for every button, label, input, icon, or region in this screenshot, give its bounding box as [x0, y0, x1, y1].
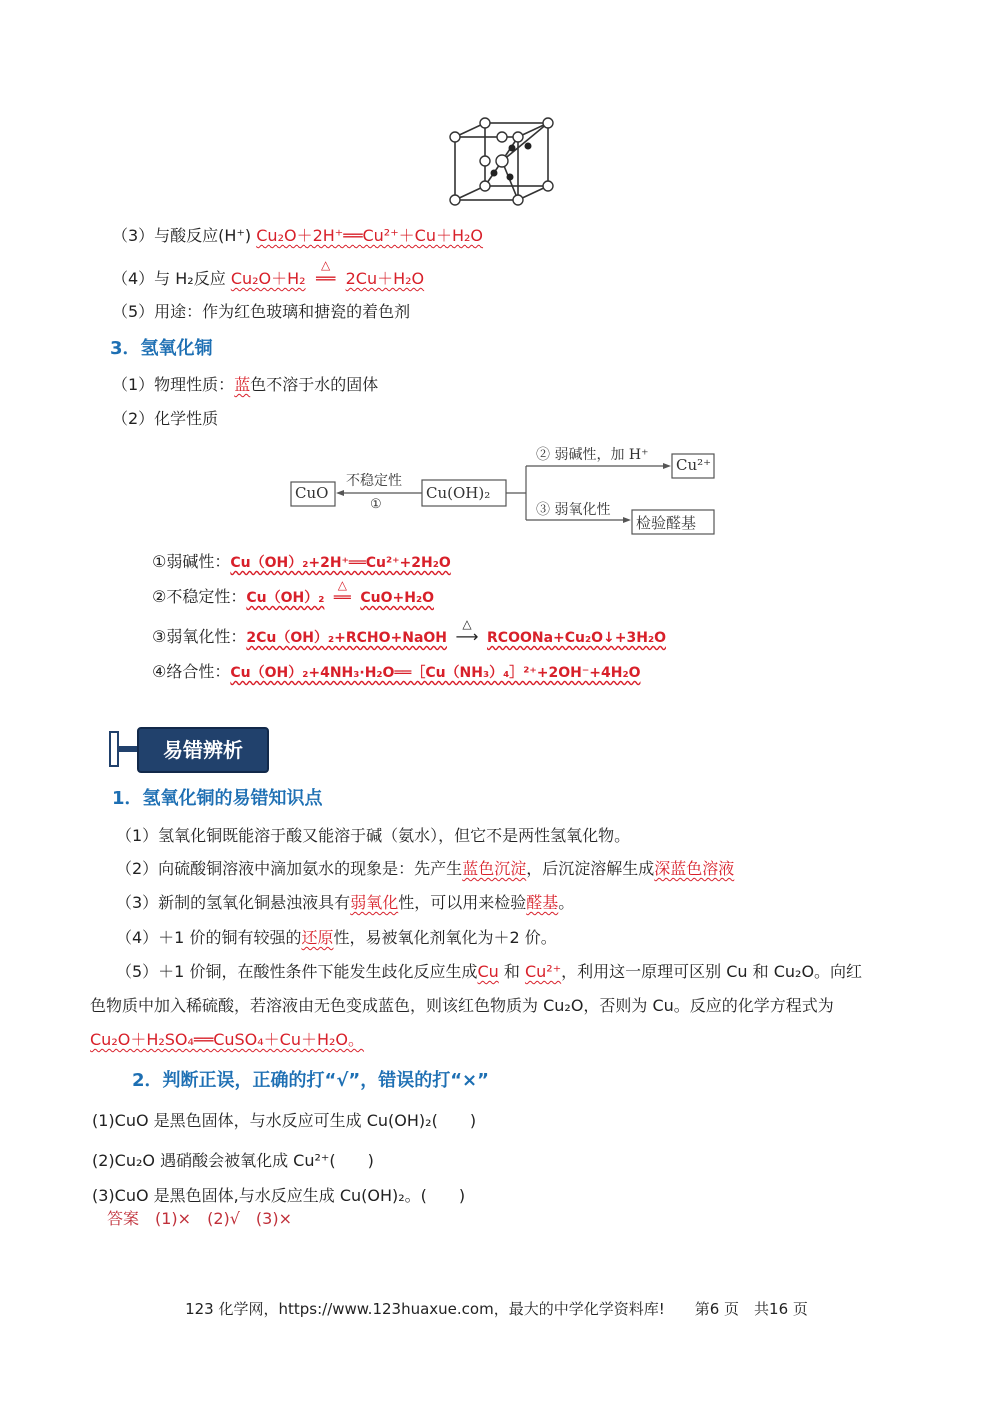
chemical-property-label: （2）化学性质 — [112, 409, 219, 428]
physical-property — [112, 374, 378, 396]
highlight: 蓝色沉淀 — [462, 859, 527, 878]
section-heading-cuoh2: 3．氢氧化铜 — [110, 338, 213, 359]
error-p3 — [116, 892, 574, 914]
equation: Cu₂O＋2H⁺══Cu²⁺＋Cu＋H₂O — [256, 226, 484, 245]
prop-label: ①弱碱性： — [152, 552, 231, 571]
text: ，利用这一原理可区别 Cu 和 Cu₂O。向红 — [561, 962, 863, 981]
cu2o-item-4 — [112, 258, 425, 290]
prop-label: ③弱氧化性： — [152, 627, 247, 646]
diagram-center: Cu(OH)₂ — [426, 484, 491, 502]
diagram-unstable-label: 不稳定性 — [346, 473, 402, 489]
highlight: 深蓝色溶液 — [654, 859, 735, 878]
heat-arrow: △ ══ — [306, 268, 346, 290]
text: 。 — [558, 893, 575, 912]
item-label: （3）与酸反应(H⁺) — [112, 226, 252, 245]
text: （2）向硫酸铜溶液中滴加氨水的现象是：先产生 — [116, 859, 463, 878]
highlight: 蓝 — [234, 375, 251, 394]
highlight: 还原 — [301, 928, 334, 947]
error-p5-equation — [90, 1029, 364, 1051]
heat-symbol: △ — [462, 617, 472, 631]
prop-equation-right: RCOONa+Cu₂O↓+3H₂O — [487, 630, 666, 646]
judge-q2: (2)Cu₂O 遇硝酸会被氧化成 Cu²⁺( ) — [92, 1151, 374, 1170]
page-footer: 123 化学网，https://www.123huaxue.com，最大的中学化学资料库! 第6 页 共16 页 — [185, 1300, 808, 1318]
heat-arrow: △ ⟶ — [447, 626, 487, 648]
section-heading-judge: 2．判断正误，正确的打“√”，错误的打“×” — [132, 1070, 489, 1091]
text: 性，易被氧化剂氧化为＋2 价。 — [333, 928, 557, 947]
equation-left: Cu₂O＋H₂ — [230, 269, 306, 288]
heat-symbol: △ — [320, 258, 331, 272]
text: ，后沉淀溶解生成 — [526, 859, 655, 878]
error-p4 — [116, 927, 557, 949]
prop-3 — [152, 617, 666, 649]
diagram-upper-target: Cu²⁺ — [676, 456, 712, 474]
highlight: 醛基 — [526, 893, 559, 912]
cu2o-item-3 — [112, 225, 483, 247]
error-p2 — [116, 858, 734, 880]
prop-4 — [152, 661, 640, 684]
equation-right: 2Cu＋H₂O — [345, 269, 425, 288]
banner-bracket-icon — [107, 731, 141, 767]
text: （3）新制的氢氧化铜悬浊液具有 — [116, 893, 351, 912]
crystal-structure-figure — [440, 115, 570, 215]
diagram-circle-1: ① — [370, 497, 382, 512]
highlight: 弱氧化 — [350, 893, 399, 912]
prop-1 — [152, 551, 451, 574]
diagram-lower-target: 检验醛基 — [636, 514, 697, 532]
text: （4）＋1 价的铜有较强的 — [116, 928, 302, 947]
banner-title: 易错辨析 — [137, 727, 269, 773]
prop-equation: Cu（OH）₂+2H⁺══Cu²⁺+2H₂O — [230, 555, 451, 571]
diagram-cuo: CuO — [295, 484, 329, 502]
error-p5-line1 — [116, 961, 862, 983]
text: 和 — [503, 962, 520, 981]
prop-equation-left: Cu（OH）₂ — [246, 590, 325, 606]
section-banner — [107, 727, 267, 771]
text: 色不溶于水的固体 — [250, 375, 379, 394]
judge-answer: 答案 (1)× (2)√ (3)× — [107, 1209, 293, 1228]
cu2o-item-5: （5）用途：作为红色玻璃和搪瓷的着色剂 — [112, 302, 411, 321]
highlight: Cu²⁺ — [524, 962, 562, 981]
section-heading-errors: 1．氢氧化铜的易错知识点 — [112, 788, 323, 809]
error-p1: （1）氢氧化铜既能溶于酸又能溶于碱（氨水），但它不是两性氢氧化物。 — [116, 826, 631, 845]
text: （5）＋1 价铜，在酸性条件下能发生歧化反应生成 — [116, 962, 478, 981]
label: （1）物理性质： — [112, 375, 235, 394]
judge-q3: (3)CuO 是黑色固体,与水反应生成 Cu(OH)₂。( ) — [92, 1186, 466, 1205]
diagram-lower-label: ③ 弱氧化性 — [536, 502, 611, 518]
equation: Cu₂O＋H₂SO₄══CuSO₄＋Cu＋H₂O。 — [90, 1030, 365, 1049]
heat-arrow: △ ══ — [324, 587, 360, 609]
prop-equation-left: 2Cu（OH）₂+RCHO+NaOH — [246, 630, 448, 646]
judge-q1: (1)CuO 是黑色固体，与水反应可生成 Cu(OH)₂( ) — [92, 1111, 477, 1130]
prop-equation: Cu（OH）₂+4NH₃·H₂O══［Cu（NH₃）₄］²⁺+2OH⁻+4H₂O — [230, 665, 641, 681]
prop-label: ④络合性： — [152, 662, 231, 681]
reaction-diagram — [290, 442, 720, 538]
heat-symbol: △ — [337, 578, 347, 592]
prop-label: ②不稳定性： — [152, 587, 247, 606]
prop-equation-right: CuO+H₂O — [360, 590, 434, 606]
prop-2 — [152, 578, 434, 609]
diagram-upper-label: ② 弱碱性，加 H⁺ — [536, 447, 649, 463]
item-label: （4）与 H₂反应 — [112, 269, 226, 288]
text: 性，可以用来检验 — [398, 893, 527, 912]
error-p5-line2: 色物质中加入稀硫酸，若溶液由无色变成蓝色，则该红色物质为 Cu₂O，否则为 Cu。反应的化学方程式为 — [90, 996, 834, 1015]
highlight: Cu — [477, 962, 499, 981]
